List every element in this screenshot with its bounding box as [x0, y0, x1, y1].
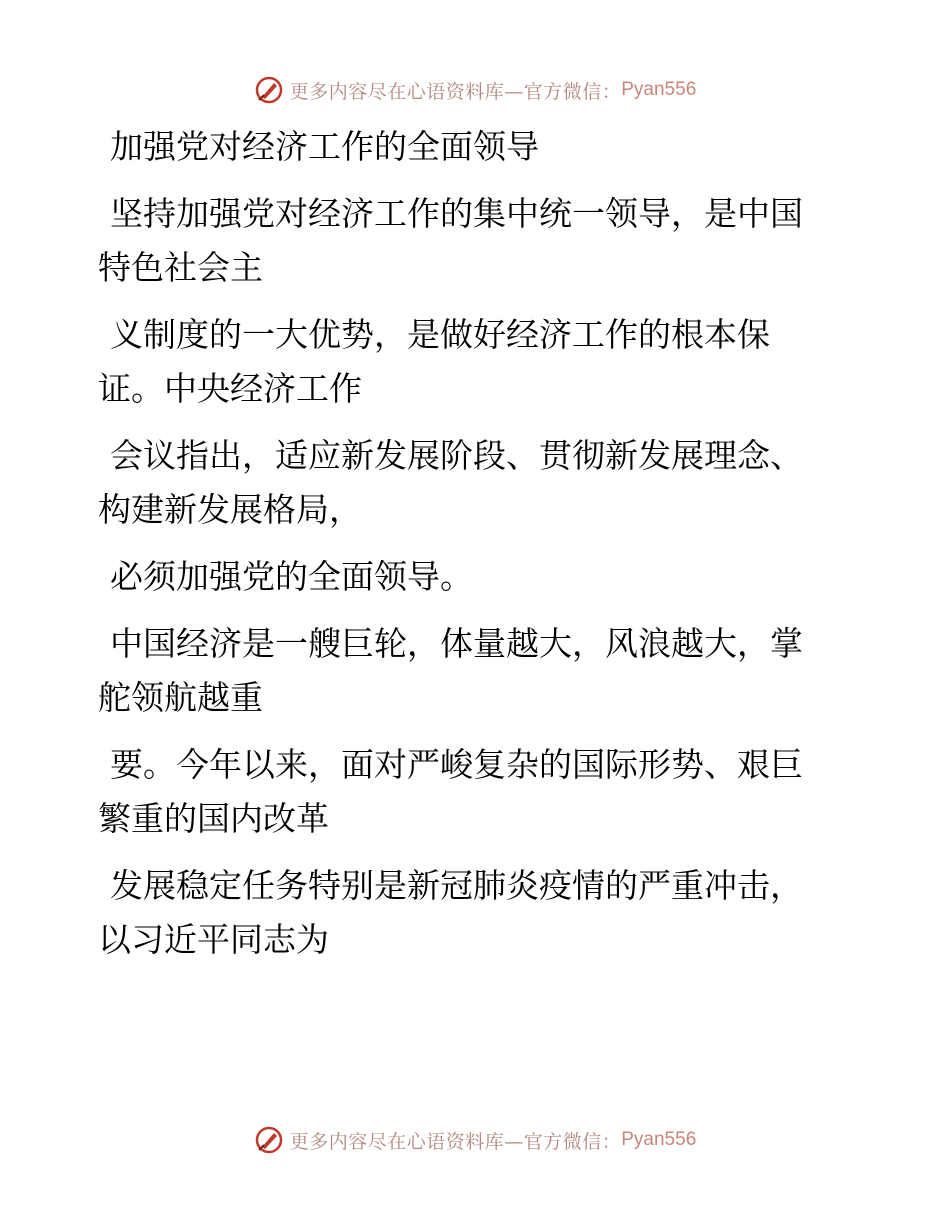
paragraph — [98, 187, 838, 295]
text-line: 中国经济是一艘巨轮，体量越大，风浪越大，掌 — [110, 624, 803, 663]
heading-line: 加强党对经济工作的全面领导 — [110, 127, 539, 166]
paragraph — [98, 738, 838, 846]
footer-watermark — [0, 1120, 950, 1160]
quill-logo-icon — [254, 75, 284, 105]
text-line: 义制度的一大优势，是做好经济工作的根本保 — [110, 315, 770, 354]
text-line: 构建新发展格局， — [98, 490, 362, 529]
text-line: 繁重的国内改革 — [98, 799, 329, 838]
text-line: 坚持加强党对经济工作的集中统一领导，是中国 — [110, 194, 803, 233]
text-line: 发展稳定任务特别是新冠肺炎疫情的严重冲击， — [110, 866, 803, 905]
paragraph — [98, 308, 838, 416]
text-line: 以习近平同志为 — [98, 920, 329, 959]
header-watermark — [0, 70, 950, 110]
text-line: 证。中央经济工作 — [98, 369, 362, 408]
text-line: 必须加强党的全面领导。 — [110, 557, 473, 596]
paragraph — [98, 617, 838, 725]
quill-logo-icon — [254, 1125, 284, 1155]
paragraph — [98, 550, 838, 604]
text-line: 舵领航越重 — [98, 678, 263, 717]
watermark-id: Pyan556 — [621, 79, 697, 100]
paragraph — [98, 429, 838, 537]
text-line: 会议指出，适应新发展阶段、贯彻新发展理念、 — [110, 436, 803, 475]
paragraph — [98, 859, 838, 967]
text-line: 要。今年以来，面对严峻复杂的国际形势、艰巨 — [110, 745, 803, 784]
watermark-text: 更多内容尽在心语资料库—官方微信： — [289, 80, 622, 103]
watermark-id: Pyan556 — [621, 1129, 697, 1150]
watermark-text: 更多内容尽在心语资料库—官方微信： — [289, 1130, 622, 1153]
text-line: 特色社会主 — [98, 248, 263, 287]
document-body — [98, 120, 838, 980]
paragraph — [98, 120, 838, 174]
